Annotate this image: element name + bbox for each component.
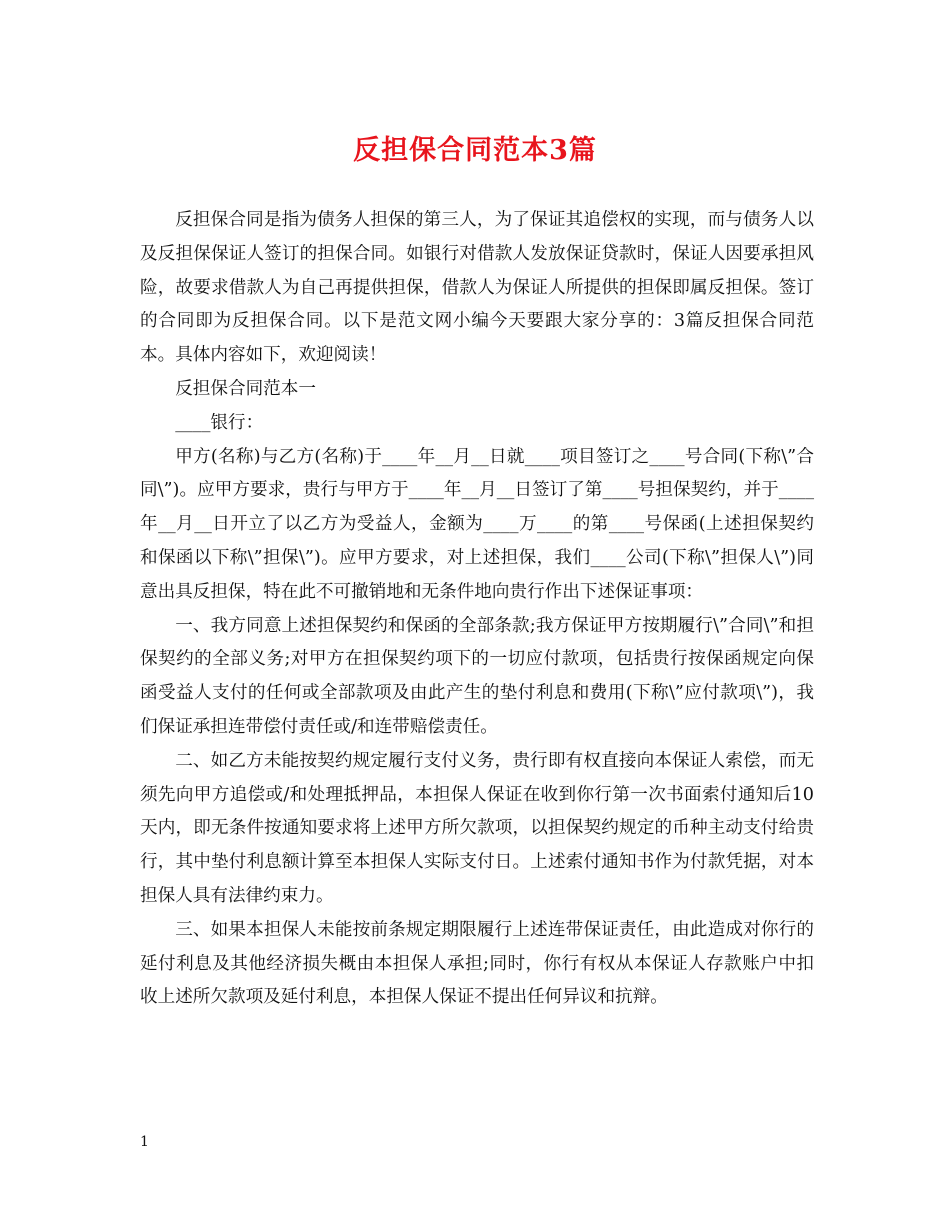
clause-three: 三、如果本担保人未能按前条规定期限履行上述连带保证责任，由此造成对你行的延付利息及其他经济损失概由本担保人承担;同时，你行有权从本保证人存款账户中扣收上述所欠款项及延付利息，本担保人保证不提出任何异议和抗辩。 — [140, 919, 814, 1008]
page-number: 1 — [140, 1134, 149, 1150]
addressee-line: ____银行： — [175, 412, 264, 433]
section-heading: 反担保合同范本一 — [175, 378, 316, 399]
intro-paragraph: 反担保合同是指为债务人担保的第三人，为了保证其追偿权的实现，而与债务人以及反担保保证人签订的担保合同。如银行对借款人发放保证贷款时，保证人因要承担风险，故要求借款人为自己再提供担保，借款人为保证人所提供的担保即属反担保。签订的合同即为反担保合同。以下是范文网小编今天要跟大家分享的：3篇反担保合同范本。具体内容如下，欢迎阅读！ — [140, 210, 814, 366]
document-body — [140, 204, 814, 1015]
clause-one: 一、我方同意上述担保契约和保函的全部条款;我方保证甲方按期履行\”合同\”和担保契约的全部义务;对甲方在担保契约项下的一切应付款项，包括贵行按保函规定向保函受益人支付的任何或全部款项及由此产生的垫付利息和费用(下称\”应付款项\”)，我们保证承担连带偿付责任或/和连带赔偿责任。 — [140, 615, 814, 737]
contract-paragraph: 甲方(名称)与乙方(名称)于____年__月__日就____项目签订之____号合同(下称\”合同\”)。应甲方要求，贵行与甲方于____年__月__日签订了第____号担保契约，并于____年__月__日开立了以乙方为受益人，金额为____万____的第____号保函(上述担保契约和保函以下称\”担保\”)。应甲方要求，对上述担保，我们____公司(下称\”担保人\”)同意出具反担保，特在此不可撤销地和无条件地向贵行作出下述保证事项： — [140, 446, 814, 602]
clause-two: 二、如乙方未能按契约规定履行支付义务，贵行即有权直接向本保证人索偿，而无须先向甲方追偿或/和处理抵押品，本担保人保证在收到你行第一次书面索付通知后10天内，即无条件按通知要求将上述甲方所欠款项，以担保契约规定的币种主动支付给贵行，其中垫付利息额计算至本担保人实际支付日。上述索付通知书作为付款凭据，对本担保人具有法律约束力。 — [140, 750, 814, 906]
document-title: 反担保合同范本3篇 — [353, 135, 597, 166]
